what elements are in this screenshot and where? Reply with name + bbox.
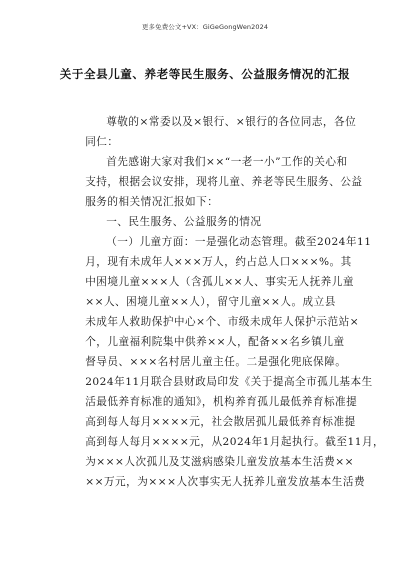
text-line: 高到每人每月××××元，社会散居孤儿最低养育标准提 [85,416,356,428]
text-line: 个，儿童福利院集中供养××人，配备××名乡镇儿童 [85,336,345,348]
text-line: ××人、困境儿童××人），留守儿童××人。成立县 [85,296,336,308]
text-line: 活最低养育标准的通知》，机构养育孤儿最低养育标准提 [85,396,358,408]
document-title: 关于全县儿童、养老等民生服务、公益服务情况的汇报 [59,67,351,81]
text-line: ××万元，为×××人次事实无人抚养儿童发放基本生活费 [85,476,366,488]
header-note: 更多免费公文+VX：GiGeGongWen2024 [141,23,269,31]
text-line: 一、民生服务、公益服务的情况 [106,216,262,228]
text-line: 为×××人次孤儿及艾滋病感染儿童发放基本生活费×× [85,456,354,468]
children-paragraph [64,232,385,492]
greeting-paragraph [64,112,357,152]
text-line: 2024年11月联合县财政局印发《关于提高全市孤儿基本生 [85,376,373,388]
text-line: 支持，根据会议安排，现将儿童、养老等民生服务、公益 [85,176,363,188]
text-line: 首先感谢大家对我们××“一老一小”工作的关心和 [106,156,348,168]
text-line: 尊敬的×常委以及×银行、×银行的各位同志，各位 [106,116,357,128]
text-line: 高到每人每月××××元，从2024年1月起执行。截至11月， [85,436,385,448]
section-heading [64,212,354,232]
text-line: 同仁： [85,136,119,148]
text-line: 未成年人救助保护中心×个、市级未成年人保护示范站× [85,316,360,328]
document-body [64,112,385,492]
intro-paragraph [64,152,363,212]
text-line: 督导员、×××名村居儿童主任。二是强化兜底保障。 [85,356,347,368]
text-line: 中困境儿童×××人（含孤儿××人、事实无人抚养儿童 [85,276,354,288]
text-line: 月，现有未成年人×××万人，约占总人口×××%。其 [85,256,352,268]
text-line: （一）儿童方面：一是强化动态管理。截至2024年11 [106,236,372,248]
text-line: 服务的相关情况汇报如下： [85,196,219,208]
